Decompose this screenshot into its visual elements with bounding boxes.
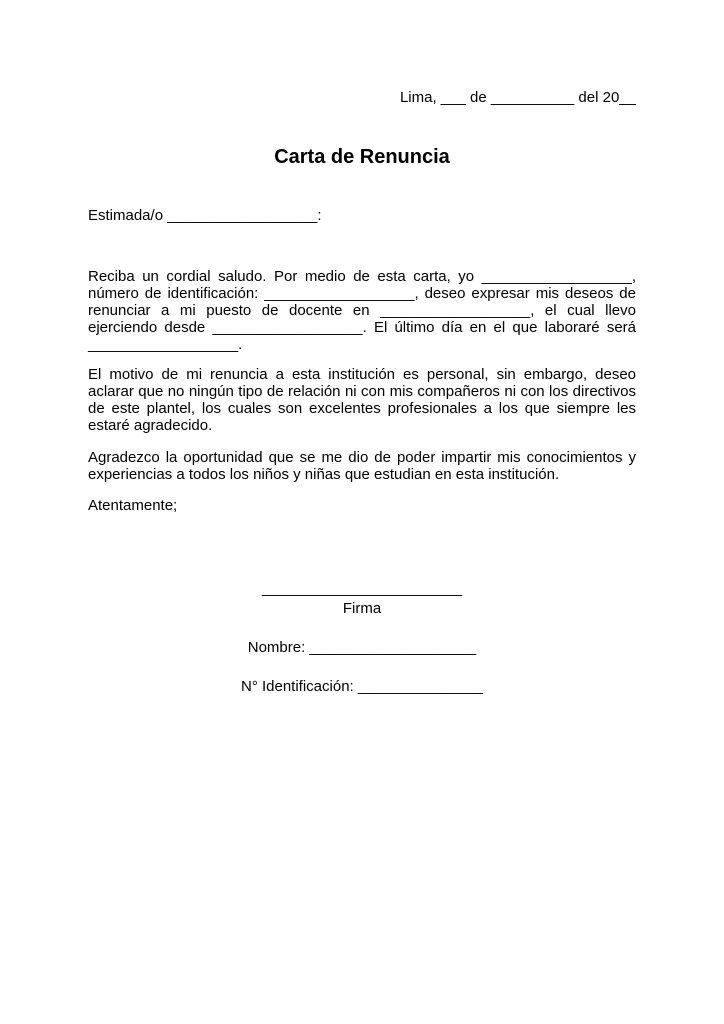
paragraph-reason: El motivo de mi renuncia a esta institución es personal, sin embargo, deseo aclarar que no ningún tipo de relación ni con mis compañeros ni con los directivos de este plantel, los cuales son excelentes profesionales a los que siempre les estaré agradecido. [88,366,636,434]
date-line: Lima, ___ de __________ del 20__ [399,89,636,106]
salutation: Estimada/o __________________: [88,207,322,224]
closing: Atentamente; [88,497,178,514]
id-field: N° Identificación: _______________ [240,678,484,695]
signature-label: Firma [342,600,382,617]
letter-title: Carta de Renuncia [274,146,450,168]
name-field: Nombre: ____________________ [247,639,477,656]
paragraph-intro: Reciba un cordial saludo. Por medio de esta carta, yo __________________, número de identificación: __________________, deseo expresar mis deseos de renunciar a mi puesto de docente en __________________, el cual llevo ejerciendo desde __________________. El último día en el que laboraré será __________________. [88,268,636,353]
signature-line: ________________________ [261,580,463,597]
paragraph-thanks: Agradezco la oportunidad que se me dio de poder impartir mis conocimientos y experiencias a todos los niños y niñas que estudian en esta institución. [88,449,636,483]
